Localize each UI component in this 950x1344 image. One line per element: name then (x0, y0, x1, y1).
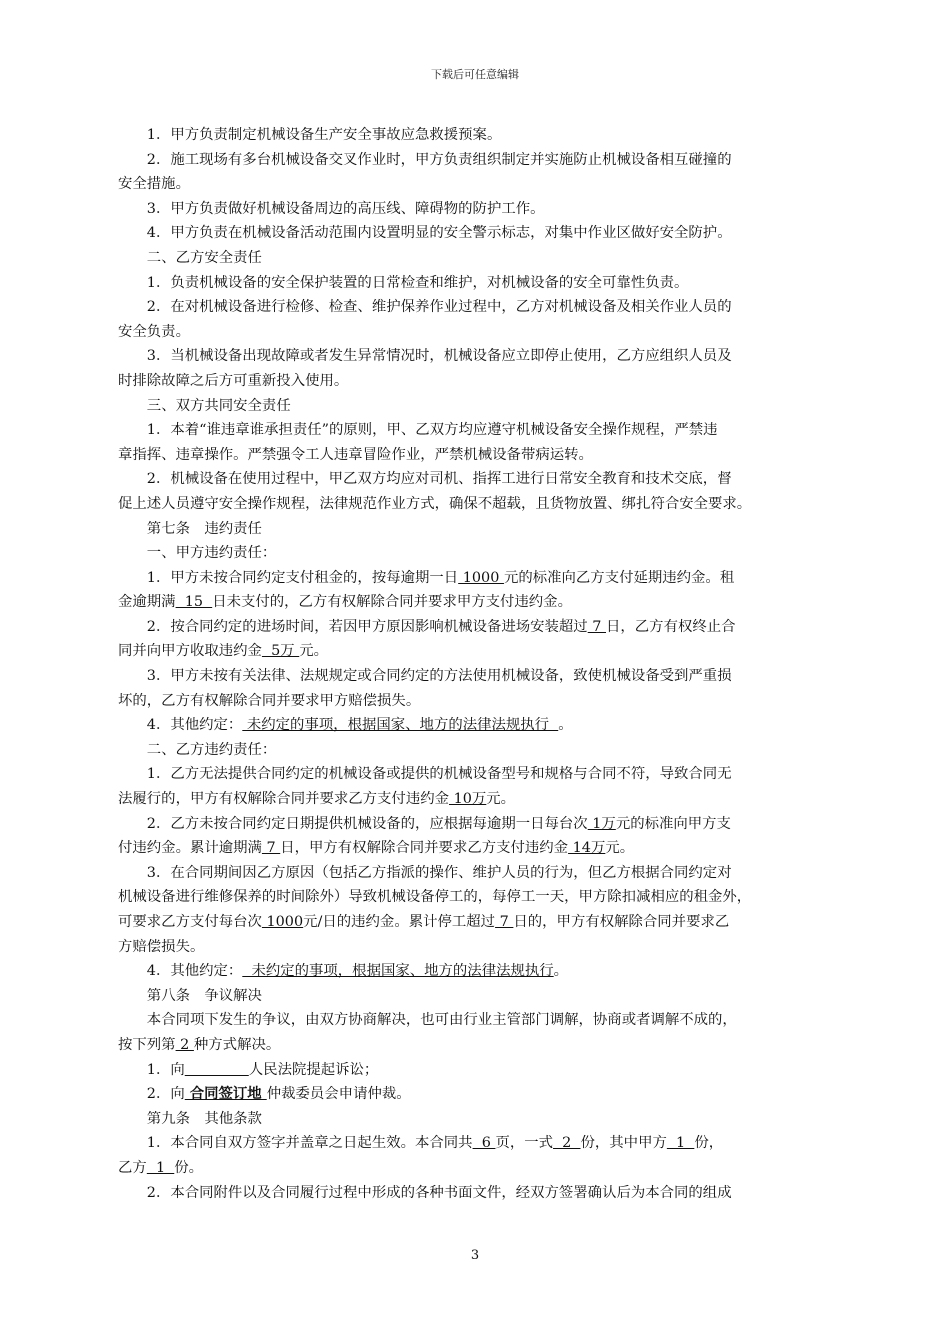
text-line (118, 221, 832, 246)
text-line (118, 1156, 832, 1181)
filled-blank: 5万 (261, 643, 300, 660)
line-text: 3．在合同期间因乙方原因（包括乙方指派的操作、维护人员的行为，但乙方根据合同约定对 (146, 864, 732, 881)
document-body (118, 123, 832, 1205)
line-text: 元。 (605, 840, 635, 857)
line-text: 乙方 (118, 1159, 147, 1176)
line-text: 元/日的违约金。累计停工超过 (303, 914, 496, 930)
text-line (118, 492, 832, 517)
line-text: 2．本合同附件以及合同履行过程中形成的各种书面文件，经双方签署确认后为本合同的组成 (146, 1184, 732, 1201)
line-text: 元的标准向甲方支 (615, 815, 731, 832)
line-text: 日未支付的，乙方有权解除合同并要求甲方支付违约金。 (212, 594, 572, 611)
text-line (118, 394, 832, 419)
line-text: 促上述人员遵守安全操作规程，法律规范作业方式，确保不超载，且货物放置、绑扎符合安全要求。 (118, 495, 752, 512)
filled-blank: 1万 (587, 815, 616, 832)
filled-blank: 未约定的事项，根据国家、地方的法律法规执行 (242, 963, 554, 980)
filled-blank: 10万 (449, 791, 487, 808)
text-line (118, 885, 832, 910)
text-line (118, 148, 832, 173)
line-text: 日，乙方有权终止合 (606, 618, 736, 635)
text-line (118, 713, 832, 738)
line-text: 1．甲方负责制定机械设备生产安全事故应急救援预案。 (146, 127, 502, 143)
line-text: 1．本着“谁违章谁承担责任”的原则，甲、乙双方均应遵守机械设备安全操作规程，严禁违 (146, 422, 718, 439)
line-text: 坏的，乙方有权解除合同并要求甲方赔偿损失。 (118, 692, 421, 709)
line-text: 按下列第 (118, 1036, 176, 1053)
text-line (118, 1033, 832, 1058)
text-line (118, 123, 832, 148)
filled-blank: 1 (666, 1135, 695, 1152)
text-line (118, 590, 832, 615)
line-text: 仲裁委员会申请仲裁。 (266, 1086, 411, 1103)
text-line (118, 959, 832, 984)
filled-blank: 7 (261, 840, 281, 857)
line-text: 金逾期满 (118, 594, 176, 611)
line-text: 种方式解决。 (193, 1036, 281, 1053)
line-text: 二、乙方违约责任： (146, 741, 277, 758)
line-text: 法履行的，甲方有权解除合同并要求乙方支付违约金 (118, 791, 449, 808)
text-line (118, 836, 832, 861)
line-text: 2．施工现场有多台机械设备交叉作业时，甲方负责组织制定并实施防止机械设备相互碰撞的 (146, 151, 732, 168)
text-line (118, 443, 832, 468)
text-line (118, 1082, 832, 1107)
text-line (118, 615, 832, 640)
line-text: 1．乙方无法提供合同约定的机械设备或提供的机械设备型号和规格与合同不符，导致合同无 (146, 766, 732, 783)
line-text: 1．甲方未按合同约定支付租金的，按每逾期一日 (146, 569, 459, 586)
text-line (118, 344, 832, 369)
line-text: 同并向甲方收取违约金 (118, 643, 262, 660)
text-line (118, 984, 832, 1009)
filled-blank: 1000 (458, 569, 504, 586)
filled-blank: 未约定的事项，根据国家、地方的法律法规执行 (242, 717, 559, 734)
text-line (118, 369, 832, 394)
line-text: 。 (553, 963, 569, 980)
line-text: 份，其中甲方 (580, 1135, 667, 1152)
page-header: 下载后可任意编辑 (431, 68, 519, 81)
filled-blank: 1000 (261, 914, 304, 930)
filled-blank: 2 (175, 1036, 194, 1053)
line-text: 付违约金。累计逾期满 (118, 840, 262, 857)
line-text: 本合同项下发生的争议，由双方协商解决，也可由行业主管部门调解，协商或者调解不成的， (146, 1012, 737, 1029)
line-text: 机械设备进行维修保养的时间除外）导致机械设备停工的，每停工一天，甲方除扣减相应的租金外， (118, 889, 752, 906)
line-text: 章指挥、违章操作。严禁强令工人违章冒险作业，严禁机械设备带病运转。 (118, 446, 593, 463)
filled-blank: 15 (175, 594, 213, 611)
filled-blank: 7 (495, 914, 514, 930)
text-line (118, 320, 832, 345)
line-text: 份， (694, 1135, 724, 1152)
line-text: 2．按合同约定的进场时间，若因甲方原因影响机械设备进场安装超过 (146, 618, 588, 635)
line-text: 元的标准向乙方支付延期违约金。租 (503, 569, 735, 586)
line-text: 。 (558, 717, 573, 734)
line-text: 页，一式 (495, 1135, 554, 1152)
text-line (118, 1058, 832, 1083)
line-text: 1．本合同自双方签字并盖章之日起生效。本合同共 (146, 1135, 473, 1152)
line-text: 份。 (174, 1159, 204, 1176)
text-line (118, 467, 832, 492)
filled-blank: 合同签订地 (184, 1085, 267, 1103)
text-line (118, 1107, 832, 1132)
line-text: 安全措施。 (118, 176, 190, 193)
text-line (118, 664, 832, 689)
line-text: 4．甲方负责在机械设备活动范围内设置明显的安全警示标志，对集中作业区做好安全防护。 (146, 225, 732, 242)
line-text: 3．当机械设备出现故障或者发生异常情况时，机械设备应立即停止使用，乙方应组织人员及 (146, 348, 732, 365)
line-text: 方赔偿损失。 (118, 938, 205, 955)
filled-blank (185, 1062, 249, 1078)
line-text: 时排除故障之后方可重新投入使用。 (118, 372, 349, 389)
text-line (118, 566, 832, 591)
text-line (118, 517, 832, 542)
line-text: 第八条 争议解决 (146, 987, 262, 1004)
line-text: 2．机械设备在使用过程中，甲乙双方均应对司机、指挥工进行日常安全教育和技术交底，督 (146, 471, 732, 488)
filled-blank: 6 (472, 1135, 496, 1152)
line-text: 元。 (486, 791, 516, 808)
text-line (118, 271, 832, 296)
text-line (118, 689, 832, 714)
line-text: 1．负责机械设备的安全保护装置的日常检查和维护，对机械设备的安全可靠性负责。 (146, 274, 689, 291)
filled-blank: 14万 (568, 840, 606, 857)
text-line (118, 295, 832, 320)
line-text: 3．甲方负责做好机械设备周边的高压线、障碍物的防护工作。 (146, 200, 545, 217)
line-text: 第九条 其他条款 (146, 1110, 262, 1127)
text-line (118, 541, 832, 566)
text-line (118, 738, 832, 763)
line-text: 一、甲方违约责任： (146, 545, 277, 562)
text-line (118, 1008, 832, 1033)
line-text: 可要求乙方支付每台次 (118, 914, 262, 930)
line-text: 3．甲方未按有关法律、法规规定或合同约定的方法使用机械设备，致使机械设备受到严重损 (146, 668, 732, 685)
text-line (118, 172, 832, 197)
text-line (118, 197, 832, 222)
line-text: 安全负责。 (118, 323, 190, 340)
line-text: 1．向 (146, 1061, 185, 1078)
filled-blank: 2 (553, 1135, 581, 1152)
line-text: 2．向 (146, 1086, 185, 1103)
text-line (118, 418, 832, 443)
filled-blank: 1 (146, 1159, 175, 1176)
line-text: 元。 (299, 643, 328, 660)
text-line (118, 787, 832, 812)
line-text: 4．其他约定： (146, 717, 243, 734)
text-line (118, 812, 832, 837)
text-line (118, 639, 832, 664)
line-text: 2．在对机械设备进行检修、检查、维护保养作业过程中，乙方对机械设备及相关作业人员的 (146, 299, 732, 316)
line-text: 三、双方共同安全责任 (146, 397, 291, 414)
line-text: 人民法院提起诉讼； (248, 1061, 379, 1078)
text-line (118, 861, 832, 886)
text-line (118, 1131, 832, 1156)
line-text: 二、乙方安全责任 (146, 249, 262, 266)
text-line (118, 246, 832, 271)
text-line (118, 910, 832, 935)
filled-blank: 7 (587, 618, 606, 635)
text-line (118, 1181, 832, 1206)
line-text: 2．乙方未按合同约定日期提供机械设备的，应根据每逾期一日每台次 (146, 815, 588, 832)
text-line (118, 935, 832, 960)
page-number: 3 (470, 1248, 480, 1263)
line-text: 第七条 违约责任 (146, 520, 262, 537)
text-line (118, 762, 832, 787)
line-text: 日，甲方有权解除合同并要求乙方支付违约金 (280, 840, 569, 857)
line-text: 4．其他约定： (146, 963, 243, 980)
line-text: 日的，甲方有权解除合同并要求乙 (513, 914, 730, 930)
